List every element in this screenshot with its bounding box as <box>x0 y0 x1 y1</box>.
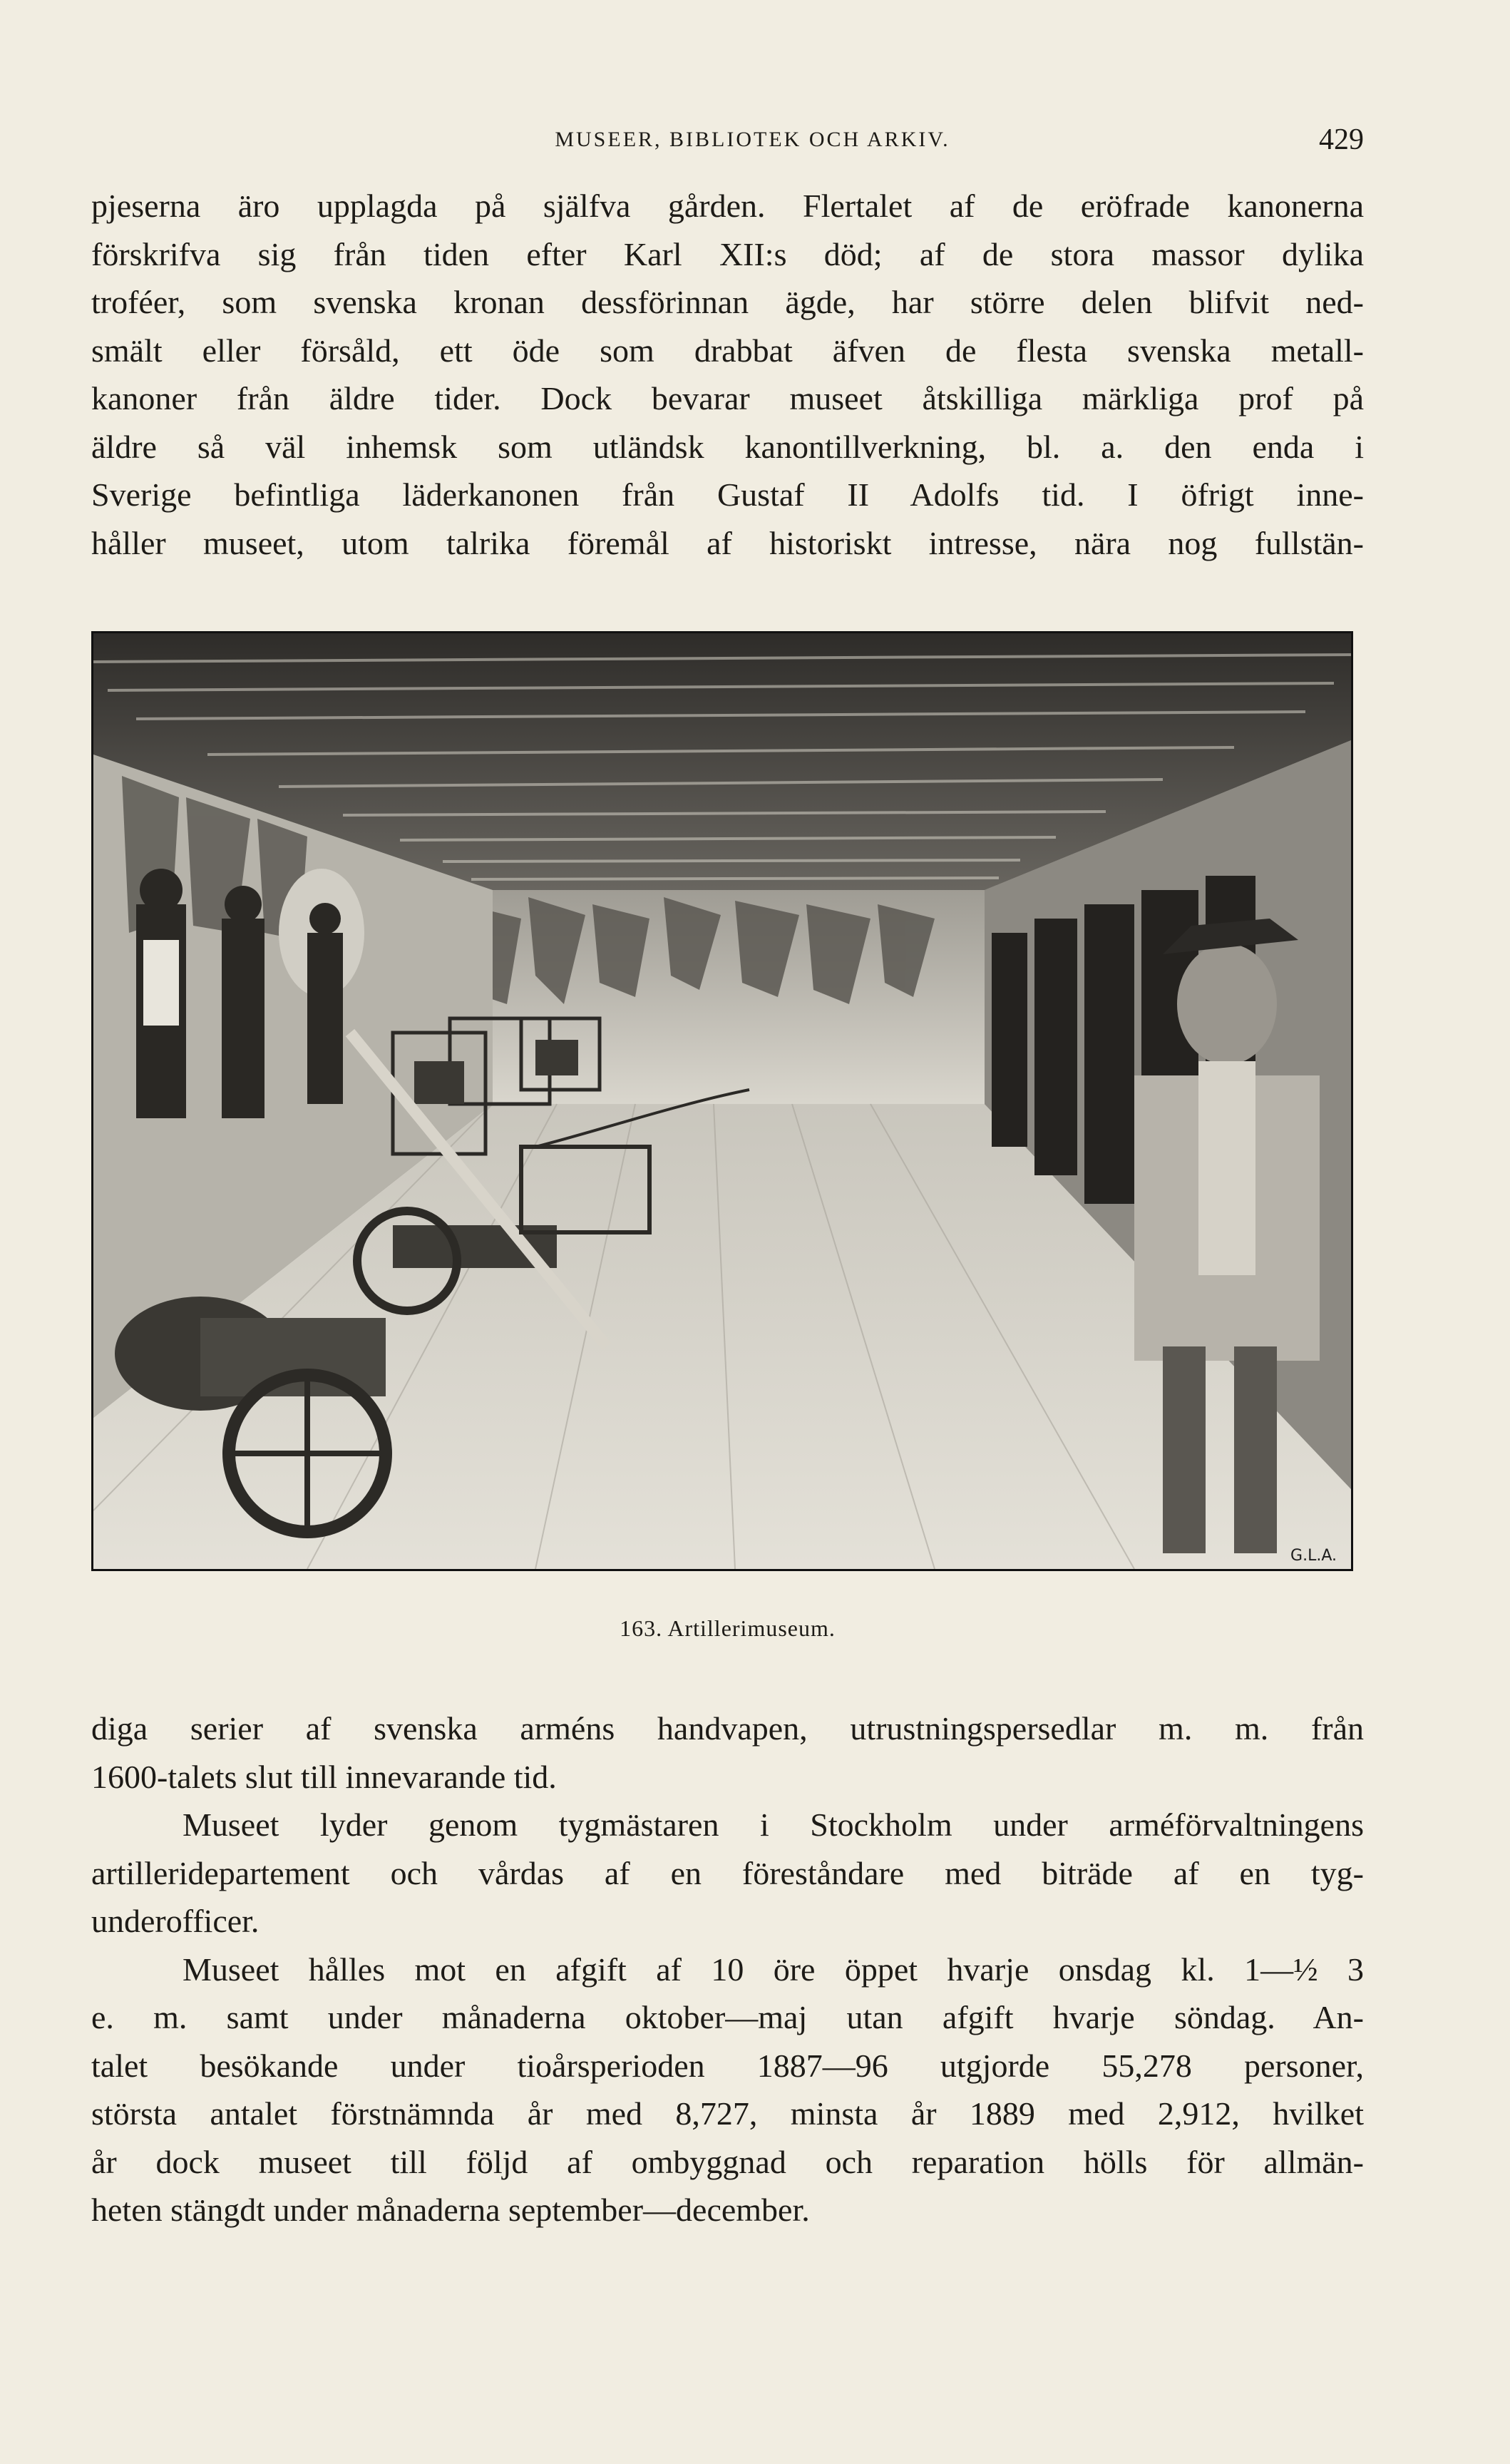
text-line: största antalet förstnämnda år med 8,727, minsta år 1889 med 2,912, hvilket <box>91 2095 1364 2132</box>
text-line: e. m. samt under månaderna oktober—maj utan afgift hvarje söndag. An- <box>91 1999 1364 2035</box>
text-line: artilleridepartement och vårdas af en föreståndare med biträde af en tyg- <box>91 1854 1364 1891</box>
text-line: Sverige befintliga läderkanonen från Gustaf II Adolfs tid. I öfrigt inne- <box>91 476 1364 513</box>
text-line: Museet lyder genom tygmästaren i Stockholm under arméförvaltningens <box>183 1806 1364 1843</box>
text-line: håller museet, utom talrika föremål af historiskt intresse, nära nog fullstän- <box>91 524 1364 561</box>
text-line: pjeserna äro upplagda på själfva gården. Flertalet af de eröfrade kanonerna <box>91 188 1364 224</box>
text-line: heten stängdt under månaderna september—december. <box>91 2192 810 2228</box>
text-line: 1600-talets slut till innevarande tid. <box>91 1758 557 1795</box>
text-line: äldre så väl inhemsk som utländsk kanontillverkning, bl. a. den enda i <box>91 428 1364 465</box>
running-head <box>91 120 1364 160</box>
text-line: troféer, som svenska kronan dessförinnan ägde, har större delen blifvit ned- <box>91 284 1364 320</box>
text-line: förskrifva sig från tiden efter Karl XII:s död; af de stora massor dylika <box>91 235 1364 272</box>
text-line: år dock museet till följd af ombyggnad och reparation hölls för allmän- <box>91 2143 1364 2180</box>
text-line: talet besökande under tioårsperioden 1887—96 utgjorde 55,278 personer, <box>91 2047 1364 2084</box>
text-line: kanoner från äldre tider. Dock bevarar museet åtskilliga märkliga prof på <box>91 380 1364 416</box>
text-line: underofficer. <box>91 1903 260 1939</box>
running-title: MUSEER, BIBLIOTEK OCH ARKIV. <box>555 128 950 151</box>
body-text-top <box>91 182 1364 567</box>
text-line: diga serier af svenska arméns handvapen, utrustningspersedlar m. m. från <box>91 1710 1364 1747</box>
page-number: 429 <box>1319 123 1364 156</box>
museum-hall-illustration <box>93 633 1351 1569</box>
text-line: smält eller försåld, ett öde som drabbat äfven de flesta svenska metall- <box>91 332 1364 369</box>
museum-photograph <box>91 631 1353 1571</box>
text-line: Museet hålles mot en afgift af 10 öre öppet hvarje onsdag kl. 1—½ 3 <box>183 1951 1364 1988</box>
body-text-bottom <box>91 1704 1364 2234</box>
figure-caption: 163. Artillerimuseum. <box>620 1615 836 1641</box>
plate-signature: G.L.A. <box>1290 1547 1337 1565</box>
